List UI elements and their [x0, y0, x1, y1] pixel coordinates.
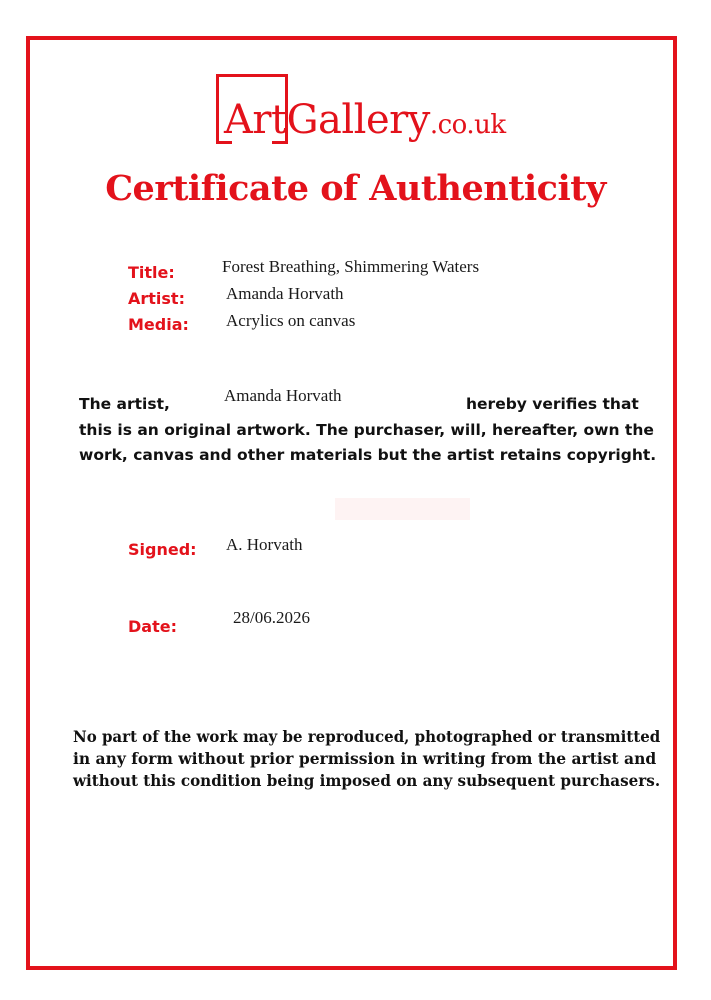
artist-label: Artist: [128, 289, 185, 308]
disclaimer-line-1: No part of the work may be reproduced, photographed or transmitted [73, 727, 661, 746]
logo-brand: ArtGallery [224, 97, 430, 143]
media-value: Acrylics on canvas [226, 311, 356, 330]
title-value: Forest Breathing, Shimmering Waters [222, 257, 480, 276]
verification-line-2: this is an original artwork. The purchaser, will, hereafter, own the [79, 421, 654, 439]
verification-artist-name: Amanda Horvath [224, 386, 342, 405]
date-label: Date: [128, 617, 177, 636]
artgallery-logo [216, 74, 516, 154]
faint-watermark [335, 498, 470, 520]
verification-line-3: work, canvas and other materials but the artist retains copyright. [79, 446, 657, 464]
artist-value: Amanda Horvath [226, 284, 344, 303]
title-label: Title: [128, 263, 175, 282]
verification-suffix: hereby verifies that [466, 395, 639, 413]
disclaimer-line-3: without this condition being imposed on any subsequent purchasers. [73, 771, 661, 790]
signed-label: Signed: [128, 540, 197, 559]
signed-value: A. Horvath [226, 535, 303, 554]
date-value: 28/06.2026 [233, 608, 310, 627]
disclaimer-line-2: in any form without prior permission in writing from the artist and [73, 749, 657, 768]
logo-tld: .co.uk [429, 110, 506, 140]
verification-prefix: The artist, [79, 395, 170, 413]
logo-text [224, 96, 506, 149]
media-label: Media: [128, 315, 189, 334]
certificate-title: Certificate of Authenticity [105, 168, 606, 209]
